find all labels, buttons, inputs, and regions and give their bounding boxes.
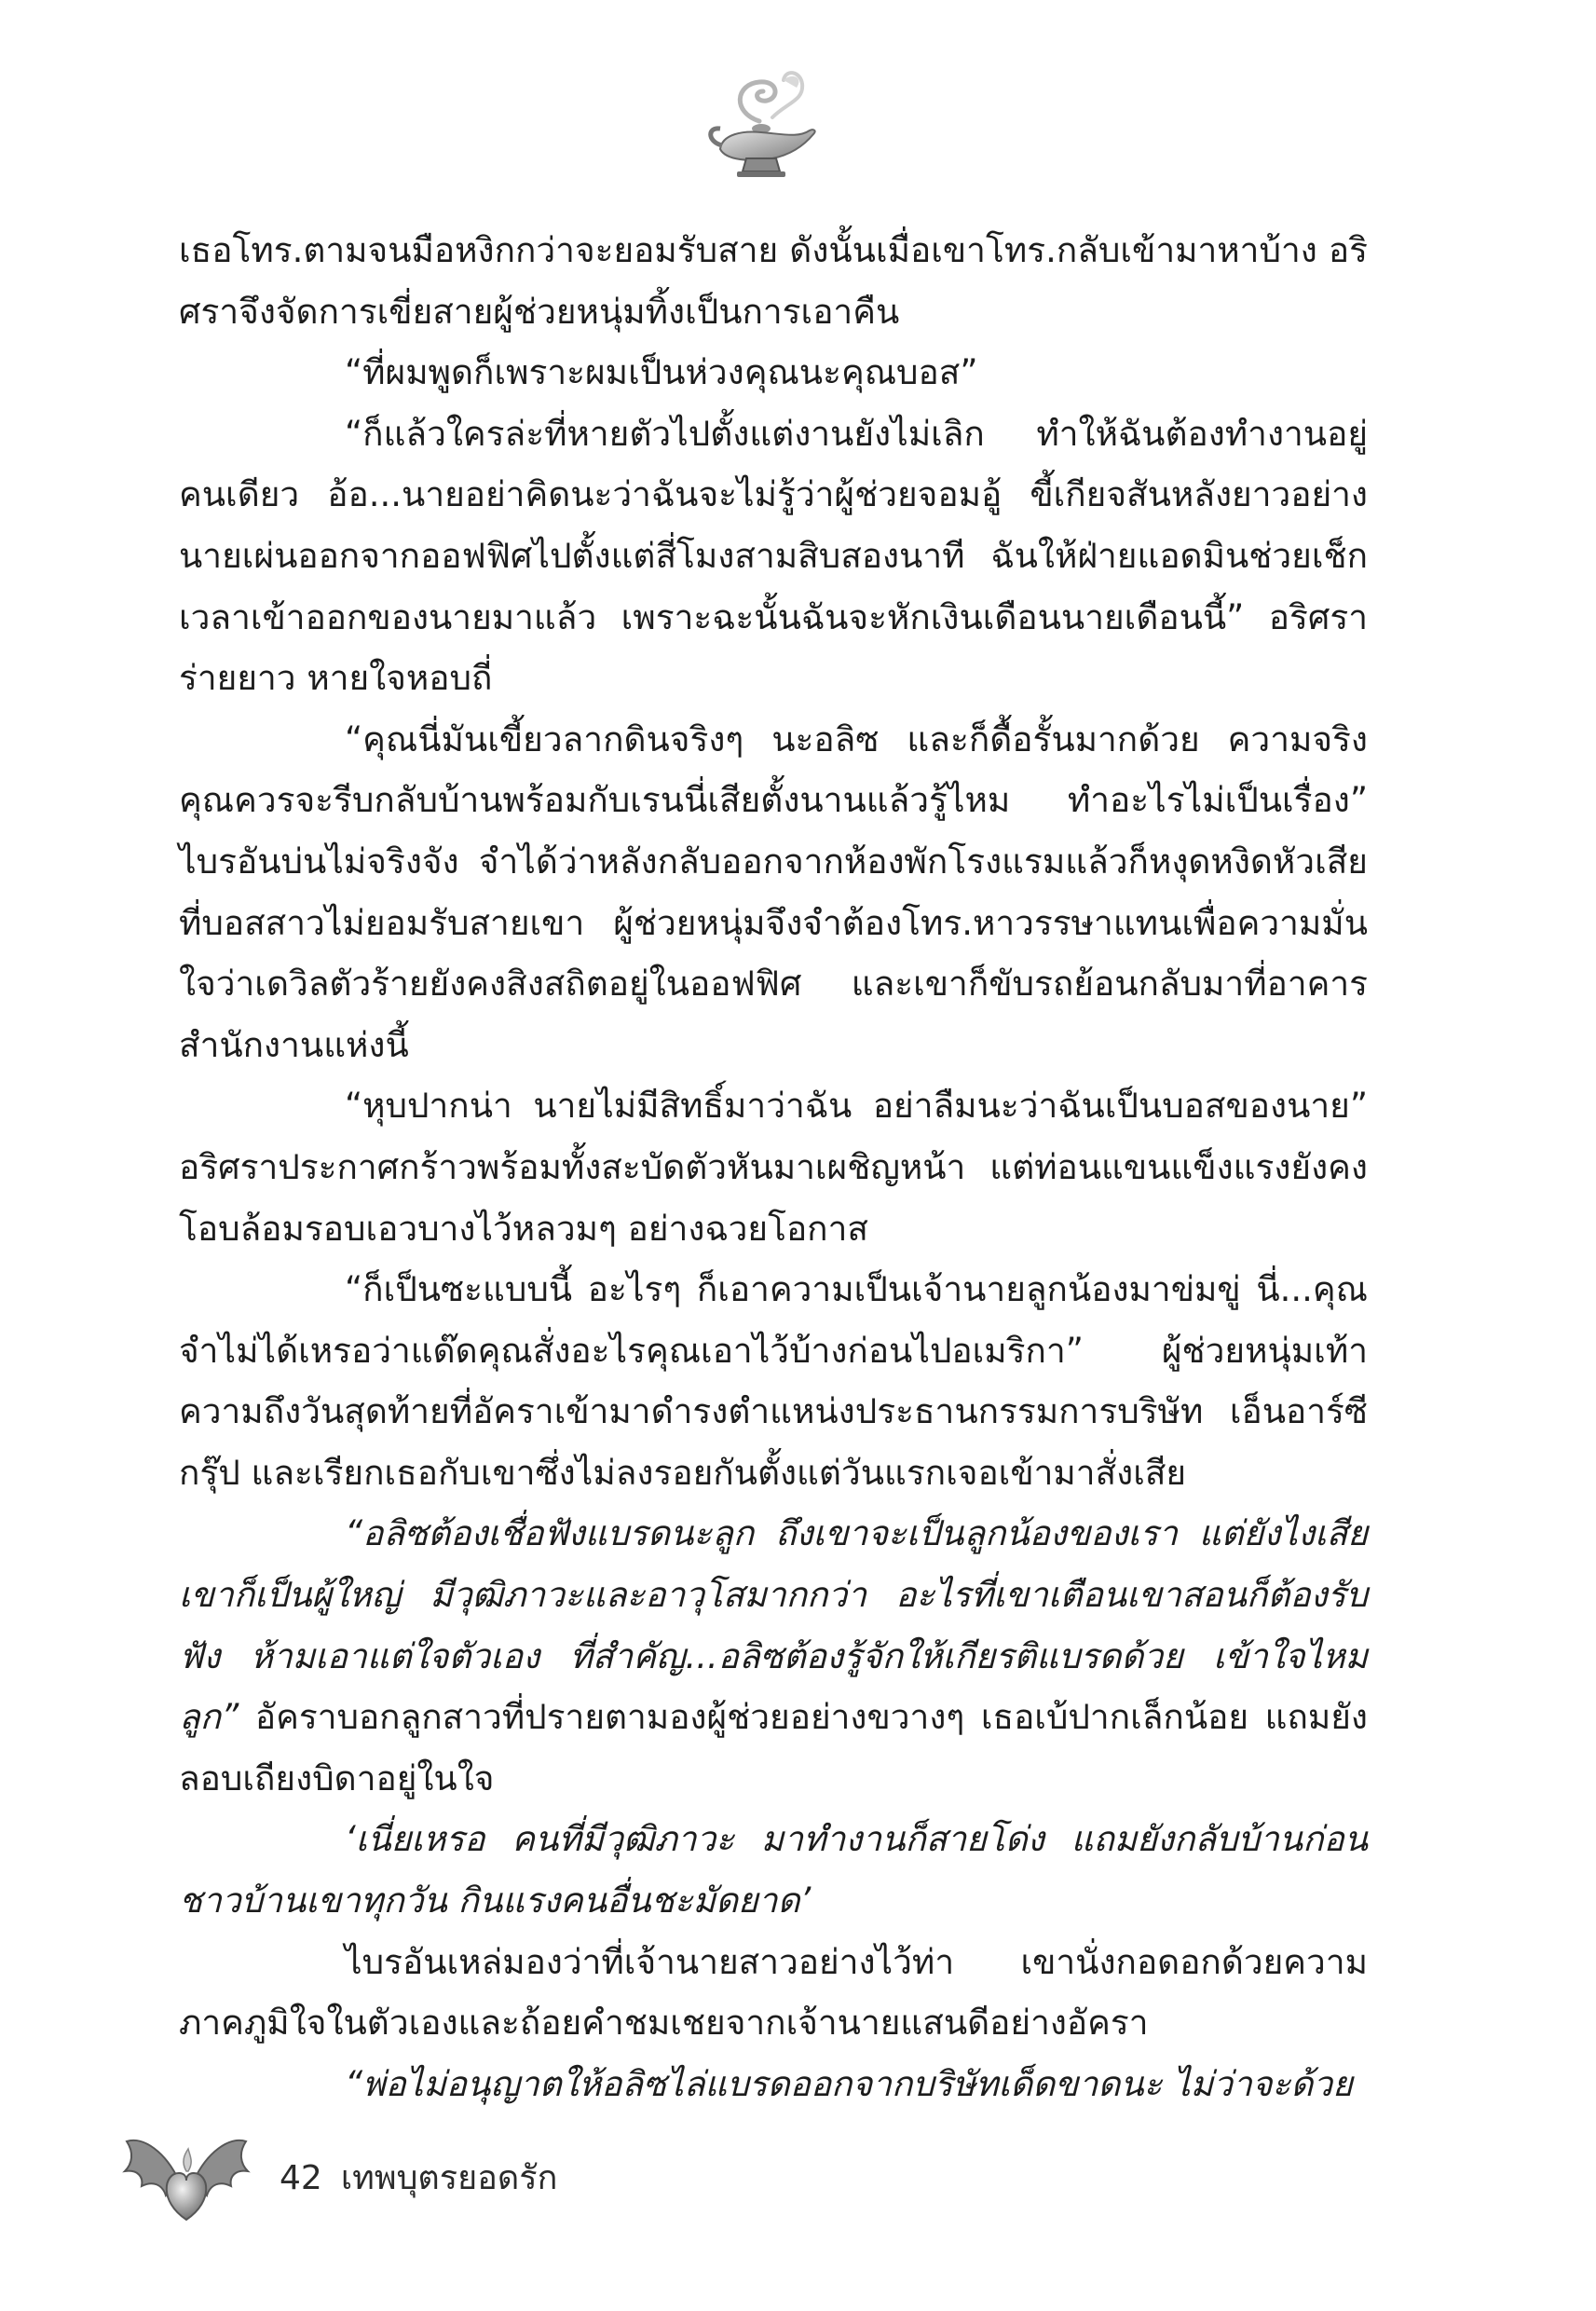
paragraph [179,1503,1368,1809]
paragraph: “คุณนี่มันเขี้ยวลากดินจริงๆ นะอลิซ และก็ดื้อรั้นมากด้วย ความจริงคุณควรจะรีบกลับบ้านพร้อมกับเรนนี่เสียตั้งนานแล้วรู้ไหม ทำอะไรไม่เป็นเรื่อง” ไบรอันบ่นไม่จริงจัง จำได้ว่าหลังกลับออกจากห้องพักโรงแรมแล้วก็หงุดหงิดหัวเสียที่บอสสาวไม่ยอมรับสายเขา ผู้ช่วยหนุ่มจึงจำต้องโทร.หาวรรษาแทนเพื่อความมั่นใจว่าเดวิลตัวร้ายยังคงสิงสถิตอยู่ในออฟฟิศ และเขาก็ขับรถย้อนกลับมาที่อาคารสำนักงานแห่งนี้ [179,718,1368,1065]
paragraph: ไบรอันเหล่มองว่าที่เจ้านายสาวอย่างไว้ท่า เขานั่งกอดอกด้วยความภาคภูมิใจในตัวเองและถ้อยคำชมเชยจากเจ้านายแสนดีอย่างอัครา [179,1941,1368,2044]
paragraph: “ที่ผมพูดก็เพราะผมเป็นห่วงคุณนะคุณบอส” [345,352,978,393]
paragraph: “พ่อไม่อนุญาตให้อลิซไล่แบรดออกจากบริษัทเด็ดขาดนะ ไม่ว่าจะด้วย [345,2063,1353,2104]
body-text [179,220,1368,2114]
paragraph: “หุบปากน่า นายไม่มีสิทธิ์มาว่าฉัน อย่าลืมนะว่าฉันเป็นบอสของนาย” อริศราประกาศกร้าวพร้อมทั้งสะบัดตัวหันมาเผชิญหน้า แต่ท่อนแขนแข็งแรงยังคงโอบล้อมรอบเอวบางไว้หลวมๆ อย่างฉวยโอกาส [179,1086,1368,1249]
bat-wing-heart-icon [121,2115,252,2236]
narration: อัคราบอกลูกสาวที่ปรายตามองผู้ช่วยอย่างขวางๆ เธอเบ้ปากเล็กน้อย แถมยังลอบเถียงบิดาอยู่ในใจ [179,1697,1368,1798]
paragraph: “ก็แล้วใครล่ะที่หายตัวไปตั้งแต่งานยังไม่เลิก ทำให้ฉันต้องทำงานอยู่คนเดียว อ้อ...นายอย่าคิดนะว่าฉันจะไม่รู้ว่าผู้ช่วยจอมอู้ ขี้เกียจสันหลังยาวอย่างนายเผ่นออกจากออฟฟิศไปตั้งแต่สี่โมงสามสิบสองนาที ฉันให้ฝ่ายแอดมินช่วยเช็กเวลาเข้าออกของนายมาแล้ว เพราะฉะนั้นฉันจะหักเงินเดือนนายเดือนนี้” อริศราร่ายยาว หายใจหอบถี่ [179,413,1368,699]
book-title: เทพบุตรยอดรัก [340,2159,558,2197]
page-footer [121,2115,680,2246]
folio [280,2151,576,2204]
paragraph: ‘เนี่ยเหรอ คนที่มีวุฒิภาวะ มาทำงานก็สายโด่ง แถมยังกลับบ้านก่อนชาวบ้านเขาทุกวัน กินแรงคนอื่นชะมัดยาด’ [179,1819,1368,1921]
genie-lamp-icon [694,56,834,196]
page-number: 42 [280,2159,322,2197]
paragraph: “ก็เป็นซะแบบนี้ อะไรๆ ก็เอาความเป็นเจ้านายลูกน้องมาข่มขู่ นี่...คุณจำไม่ได้เหรอว่าแด๊ดคุณสั่งอะไรคุณเอาไว้บ้างก่อนไปอเมริกา” ผู้ช่วยหนุ่มเท้าความถึงวันสุดท้ายที่อัคราเข้ามาดำรงตำแหน่งประธานกรรมการบริษัท เอ็นอาร์ซี กรุ๊ป และเรียกเธอกับเขาซึ่งไม่ลงรอยกันตั้งแต่วันแรกเจอเข้ามาสั่งเสีย [179,1269,1368,1493]
paragraph: เธอโทร.ตามจนมือหงิกกว่าจะยอมรับสาย ดังนั้นเมื่อเขาโทร.กลับเข้ามาหาบ้าง อริศราจึงจัดการเขี่ยสายผู้ช่วยหนุ่มทิ้งเป็นการเอาคืน [179,230,1368,332]
italic-quote: “อลิซต้องเชื่อฟังแบรดนะลูก ถึงเขาจะเป็นลูกน้องของเรา แต่ยังไงเสียเขาก็เป็นผู้ใหญ่ มีวุฒิภาวะและอาวุโสมากกว่า อะไรที่เขาเตือนเขาสอนก็ต้องรับฟัง ห้ามเอาแต่ใจตัวเอง ที่สำคัญ...อลิซต้องรู้จักให้เกียรติแบรดด้วย เข้าใจไหมลูก” [179,1513,1368,1738]
